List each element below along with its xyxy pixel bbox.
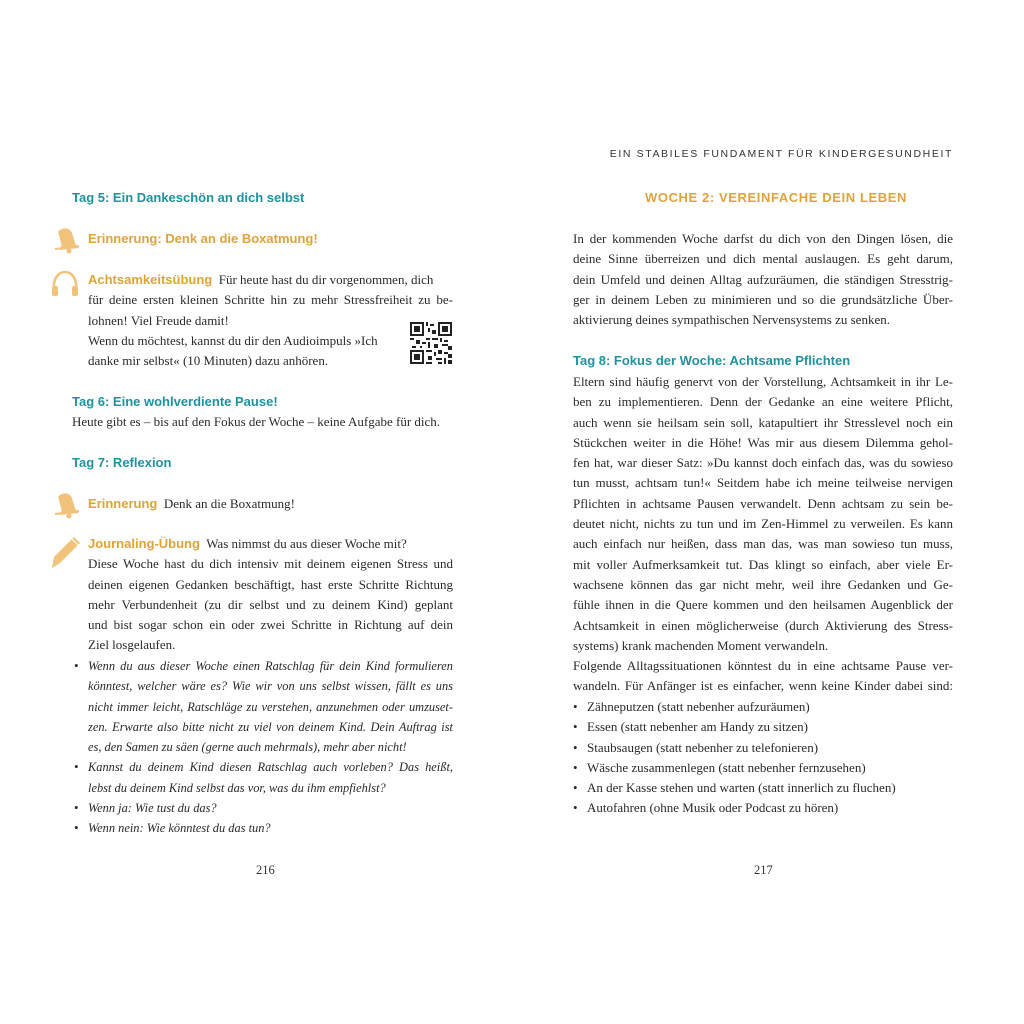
bell-icon [52,224,82,254]
intro-line: In der kommenden Woche darfst du dich von den Dingen lösen, die [573,231,953,246]
situation-list [573,697,896,819]
bell-icon [52,489,82,519]
journal-line: Diese Woche hast du dich intensiv mit deinem eigenen Stress und [88,556,453,572]
body-line: wachsene können das gar nicht mehr, weil ihre Gedanken und Ge- [573,576,953,592]
body-line: tun musst, achtsam tun!« Seitdem habe ich meine teilweise nervigen [573,475,953,491]
list-item-text: An der Kasse stehen und warten (statt innerlich zu fluchen) [587,780,896,796]
bullet: • [74,658,79,673]
page-number: 217 [754,863,773,877]
exercise-line: lohnen! Viel Freude damit! [88,312,229,328]
journal-block [88,534,453,656]
pencil-icon [50,535,82,571]
exercise-line: danke mir selbst« (10 Minuten) dazu anhören. [88,353,329,369]
intro-line: aktivierung deines sympathischen Nervensystems zu senken. [573,312,890,328]
list-item [74,818,453,838]
question-line: Wenn du aus dieser Woche einen Ratschlag für dein Kind formulieren [88,659,453,673]
tag5-heading: Tag 5: Ein Dankeschön an dich selbst [72,190,305,205]
body-line: Eltern sind häufig genervt von der Vorstellung, Achtsamkeit in ihr Le- [573,374,953,389]
body-paragraph [573,372,953,697]
question-line: zen. Erwarte also bitte nicht zu viel von deinem Kind. Dein Auftrag ist [88,719,453,734]
bullet: • [573,800,578,816]
bullet: • [74,800,79,816]
week-heading: WOCHE 2: VEREINFACHE DEIN LEBEN [644,190,907,205]
qr-code-icon[interactable] [410,322,452,364]
list-item-text: Wäsche zusammenlegen (statt nebenher fernzusehen) [587,759,866,775]
exercise-block [88,270,453,371]
question-line: Kannst du deinem Kind diesen Ratschlag auch vorleben? Das heißt, [88,760,453,775]
body-line: deutet nicht, nichts zu tun und im Zen-Himmel zu verweilen. Es kann [573,516,953,532]
body-line: fen hat, war dieser Satz: »Du kannst doch einfach das, was du sowieso [573,455,953,471]
reminder2-label: Erinnerung [88,496,158,511]
question-list [74,656,453,839]
intro-paragraph [573,229,953,330]
tag7-heading: Tag 7: Reflexion [72,455,172,470]
bullet: • [573,699,578,714]
intro-line: dein Umfeld und deinen Alltag aufzuräumen, die ständigen Stresstrig- [573,271,953,287]
bullet: • [573,719,578,735]
right-page [512,0,1024,1024]
tag8-heading: Tag 8: Fokus der Woche: Achtsame Pflichten [573,353,851,368]
bullet: • [74,820,79,836]
list-item-text: Autofahren (ohne Musik oder Podcast zu hören) [587,800,839,816]
intro-line: ger in deinem Leben zu minimieren und so die grundsätzliche Über- [573,291,953,307]
intro-line: deine Sinne überreizen und dich mental auslaugen. Es geht darum, [573,251,953,267]
body-line: fühle ihnen in die Quere kommen und den heilsamen Augenblick der [573,597,953,613]
body-line: mit voller Aufmerksamkeit tut. Das klingt so einfach, aber viele Er- [573,556,953,572]
journal-line: und bist sogar schon ein oder zwei Schritte in Richtung auf dein [88,617,453,633]
tag6-heading: Tag 6: Eine wohlverdiente Pause! [72,394,278,409]
journal-first: Was nimmst du aus dieser Woche mit? [206,536,407,551]
bullet: • [573,739,578,755]
body-line: Stückchen weiter in die Höhe! Was mir aus diesem Dilemma gehol- [573,434,953,450]
body-line: auch wenn sie heilsam sein soll, katapultiert ihr Stresslevel noch ein [573,414,953,430]
list-item [573,697,896,717]
reminder2-text: Denk an die Boxatmung! [163,496,295,511]
journal-line: deinen eigenen Gedanken beschäftigt, hast erste Schritte Richtung [88,576,453,592]
list-item-text: Zähneputzen (statt nebenher aufzuräumen) [587,699,810,714]
exercise-label: Achtsamkeitsübung [88,272,213,287]
body-line: Achtsamkeit in einen möglicherweise (durch Aktivierung des Stress- [573,617,953,633]
exercise-line: Für heute hast du dir vorgenommen, dich [218,272,434,287]
reminder2-row [88,494,295,514]
question-line: lebst du deinem Kind selbst das vor, was du ihm empfiehlst? [88,780,386,795]
body-line: Folgende Alltagssituationen könntest du in eine achtsame Pause ver- [573,658,953,674]
running-head: EIN STABILES FUNDAMENT FÜR KINDERGESUNDHEIT [609,148,953,160]
list-item [74,656,453,757]
body-line: Pflichten in achtsame Pausen verwandelt. Denn achtsam zu sein be- [573,495,953,511]
journal-label: Journaling-Übung [88,536,200,551]
journal-line: mehr Verbundenheit (zu dir selbst und zu deinem Kind) geplant [88,596,453,612]
body-line: auch einfach nur heißen, dass man das, was man sowieso tun muss, [573,536,953,552]
list-item-text: Staubsaugen (statt nebenher zu telefonieren) [587,739,819,755]
list-item-text: Essen (statt nebenher am Handy zu sitzen) [587,719,808,735]
bullet: • [573,759,578,775]
list-item [573,778,896,798]
body-line: wandeln. Für Anfänger ist es einfacher, wenn keine Kinder dabei sind: [573,678,953,694]
list-item [573,798,896,818]
exercise-line: für deine ersten kleinen Schritte hin zu mehr Stressfreiheit zu be- [88,292,453,308]
list-item [573,738,896,758]
bullet: • [74,759,79,775]
bullet: • [573,780,578,796]
list-item [74,757,453,798]
question-line: könntest, welcher wäre es? Wie wir von uns selbst wissen, fällt es uns [88,679,453,694]
reminder-label: Erinnerung: Denk an die Boxatmung! [88,231,318,246]
question-line: es, den Samen zu säen (gerne auch mehrmals), mehr aber nicht! [88,740,407,755]
headphones-icon [49,269,81,299]
body-line: ben zu implementieren. Denn der Gedanke an eine weitere Pflicht, [573,394,953,410]
question-line: Wenn ja: Wie tust du das? [88,801,217,816]
tag6-text: Heute gibt es – bis auf den Fokus der Woche – keine Aufgabe für dich. [72,414,441,429]
list-item [74,798,453,818]
question-line: nicht immer leicht, Ratschläge zu verstehen, anzunehmen oder umzuset- [88,699,453,714]
question-line: Wenn nein: Wie könntest du das tun? [88,821,271,836]
list-item [573,717,896,737]
body-line: systems) krank machenden Moment verwandeln. [573,637,829,653]
page-number: 216 [256,863,275,877]
journal-line: Ziel losgelaufen. [88,637,176,653]
list-item [573,758,896,778]
exercise-line: Wenn du möchtest, kannst du dir den Audioimpuls »Ich [88,332,378,348]
